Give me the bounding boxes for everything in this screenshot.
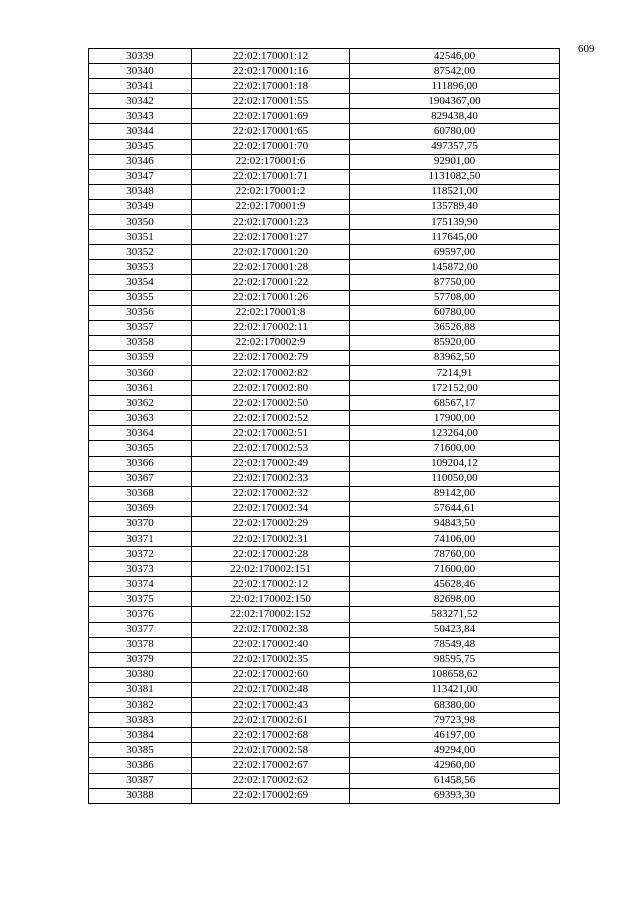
row-number-cell: 30383 [89, 713, 192, 728]
page-number: 609 [578, 43, 595, 55]
table-row [89, 365, 560, 380]
table-row [89, 486, 560, 501]
value-cell: 497357,75 [350, 139, 560, 154]
row-number-cell: 30339 [89, 49, 192, 64]
value-cell: 1131082,50 [350, 169, 560, 184]
cadastral-number-cell: 22:02:170002:62 [192, 773, 350, 788]
cadastral-number-cell: 22:02:170002:68 [192, 728, 350, 743]
row-number-cell: 30349 [89, 199, 192, 214]
cadastral-number-cell: 22:02:170001:22 [192, 275, 350, 290]
value-cell: 49294,00 [350, 743, 560, 758]
value-cell: 145872,00 [350, 260, 560, 275]
cadastral-number-cell: 22:02:170001:16 [192, 64, 350, 79]
cadastral-number-cell: 22:02:170002:151 [192, 562, 350, 577]
table-row [89, 577, 560, 592]
table-row [89, 516, 560, 531]
value-cell: 42546,00 [350, 49, 560, 64]
cadastral-number-cell: 22:02:170002:32 [192, 486, 350, 501]
value-cell: 111896,00 [350, 79, 560, 94]
table-row [89, 79, 560, 94]
cadastral-number-cell: 22:02:170001:26 [192, 290, 350, 305]
cadastral-number-cell: 22:02:170001:28 [192, 260, 350, 275]
row-number-cell: 30357 [89, 320, 192, 335]
cadastral-number-cell: 22:02:170002:38 [192, 622, 350, 637]
row-number-cell: 30380 [89, 667, 192, 682]
value-cell: 68567,17 [350, 396, 560, 411]
table-row [89, 215, 560, 230]
row-number-cell: 30388 [89, 788, 192, 803]
row-number-cell: 30375 [89, 592, 192, 607]
row-number-cell: 30350 [89, 215, 192, 230]
cadastral-number-cell: 22:02:170002:58 [192, 743, 350, 758]
row-number-cell: 30355 [89, 290, 192, 305]
row-number-cell: 30366 [89, 456, 192, 471]
table-row [89, 758, 560, 773]
table-row [89, 456, 560, 471]
value-cell: 118521,00 [350, 184, 560, 199]
row-number-cell: 30370 [89, 516, 192, 531]
row-number-cell: 30372 [89, 547, 192, 562]
cadastral-table [88, 48, 560, 804]
cadastral-number-cell: 22:02:170001:65 [192, 124, 350, 139]
table-row [89, 396, 560, 411]
table-row [89, 532, 560, 547]
value-cell: 172152,00 [350, 381, 560, 396]
table-row [89, 788, 560, 803]
row-number-cell: 30386 [89, 758, 192, 773]
table-row [89, 471, 560, 486]
table-row [89, 290, 560, 305]
value-cell: 69393,30 [350, 788, 560, 803]
table-row [89, 139, 560, 154]
value-cell: 57644,61 [350, 501, 560, 516]
value-cell: 46197,00 [350, 728, 560, 743]
value-cell: 583271,52 [350, 607, 560, 622]
value-cell: 109204,12 [350, 456, 560, 471]
value-cell: 61458,56 [350, 773, 560, 788]
cadastral-number-cell: 22:02:170002:48 [192, 682, 350, 697]
value-cell: 57708,00 [350, 290, 560, 305]
row-number-cell: 30346 [89, 154, 192, 169]
row-number-cell: 30347 [89, 169, 192, 184]
cadastral-number-cell: 22:02:170002:29 [192, 516, 350, 531]
cadastral-number-cell: 22:02:170002:31 [192, 532, 350, 547]
value-cell: 829438,40 [350, 109, 560, 124]
row-number-cell: 30364 [89, 426, 192, 441]
value-cell: 82698,00 [350, 592, 560, 607]
row-number-cell: 30345 [89, 139, 192, 154]
value-cell: 36526,88 [350, 320, 560, 335]
table-row [89, 305, 560, 320]
cadastral-number-cell: 22:02:170001:55 [192, 94, 350, 109]
cadastral-number-cell: 22:02:170002:82 [192, 365, 350, 380]
cadastral-number-cell: 22:02:170002:69 [192, 788, 350, 803]
cadastral-number-cell: 22:02:170002:52 [192, 411, 350, 426]
row-number-cell: 30360 [89, 365, 192, 380]
value-cell: 94843,50 [350, 516, 560, 531]
table-row [89, 652, 560, 667]
table-row [89, 682, 560, 697]
row-number-cell: 30359 [89, 350, 192, 365]
value-cell: 92901,00 [350, 154, 560, 169]
table-row [89, 64, 560, 79]
cadastral-number-cell: 22:02:170002:67 [192, 758, 350, 773]
cadastral-number-cell: 22:02:170002:33 [192, 471, 350, 486]
cadastral-number-cell: 22:02:170002:40 [192, 637, 350, 652]
value-cell: 60780,00 [350, 305, 560, 320]
value-cell: 60780,00 [350, 124, 560, 139]
value-cell: 89142,00 [350, 486, 560, 501]
table-row [89, 441, 560, 456]
row-number-cell: 30368 [89, 486, 192, 501]
cadastral-number-cell: 22:02:170002:34 [192, 501, 350, 516]
cadastral-number-cell: 22:02:170002:79 [192, 350, 350, 365]
row-number-cell: 30376 [89, 607, 192, 622]
table-row [89, 49, 560, 64]
cadastral-number-cell: 22:02:170001:6 [192, 154, 350, 169]
cadastral-number-cell: 22:02:170002:9 [192, 335, 350, 350]
table-row [89, 260, 560, 275]
row-number-cell: 30378 [89, 637, 192, 652]
table-row [89, 381, 560, 396]
table-row [89, 592, 560, 607]
cadastral-number-cell: 22:02:170002:43 [192, 698, 350, 713]
cadastral-number-cell: 22:02:170001:8 [192, 305, 350, 320]
value-cell: 74106,00 [350, 532, 560, 547]
row-number-cell: 30373 [89, 562, 192, 577]
row-number-cell: 30363 [89, 411, 192, 426]
value-cell: 42960,00 [350, 758, 560, 773]
row-number-cell: 30377 [89, 622, 192, 637]
table-row [89, 411, 560, 426]
cadastral-number-cell: 22:02:170001:12 [192, 49, 350, 64]
cadastral-number-cell: 22:02:170002:60 [192, 667, 350, 682]
table-row [89, 94, 560, 109]
table-row [89, 426, 560, 441]
value-cell: 68380,00 [350, 698, 560, 713]
table-row [89, 698, 560, 713]
table-row [89, 562, 560, 577]
value-cell: 123264,00 [350, 426, 560, 441]
cadastral-number-cell: 22:02:170001:27 [192, 230, 350, 245]
row-number-cell: 30387 [89, 773, 192, 788]
row-number-cell: 30369 [89, 501, 192, 516]
table-row [89, 199, 560, 214]
value-cell: 87750,00 [350, 275, 560, 290]
table-row [89, 667, 560, 682]
row-number-cell: 30352 [89, 245, 192, 260]
table-row [89, 743, 560, 758]
value-cell: 87542,00 [350, 64, 560, 79]
row-number-cell: 30384 [89, 728, 192, 743]
value-cell: 83962,50 [350, 350, 560, 365]
value-cell: 71600,00 [350, 562, 560, 577]
table-row [89, 124, 560, 139]
row-number-cell: 30382 [89, 698, 192, 713]
row-number-cell: 30381 [89, 682, 192, 697]
row-number-cell: 30385 [89, 743, 192, 758]
value-cell: 78760,00 [350, 547, 560, 562]
cadastral-number-cell: 22:02:170002:150 [192, 592, 350, 607]
value-cell: 45628,46 [350, 577, 560, 592]
table-row [89, 245, 560, 260]
table-row [89, 320, 560, 335]
cadastral-number-cell: 22:02:170001:20 [192, 245, 350, 260]
row-number-cell: 30356 [89, 305, 192, 320]
value-cell: 98595,75 [350, 652, 560, 667]
row-number-cell: 30340 [89, 64, 192, 79]
cadastral-number-cell: 22:02:170001:18 [192, 79, 350, 94]
row-number-cell: 30361 [89, 381, 192, 396]
value-cell: 79723,98 [350, 713, 560, 728]
cadastral-number-cell: 22:02:170002:61 [192, 713, 350, 728]
value-cell: 108658,62 [350, 667, 560, 682]
row-number-cell: 30371 [89, 532, 192, 547]
cadastral-number-cell: 22:02:170002:28 [192, 547, 350, 562]
cadastral-number-cell: 22:02:170002:50 [192, 396, 350, 411]
cadastral-number-cell: 22:02:170002:80 [192, 381, 350, 396]
row-number-cell: 30342 [89, 94, 192, 109]
row-number-cell: 30367 [89, 471, 192, 486]
value-cell: 71600,00 [350, 441, 560, 456]
table-row [89, 230, 560, 245]
cadastral-number-cell: 22:02:170002:152 [192, 607, 350, 622]
row-number-cell: 30353 [89, 260, 192, 275]
table-row [89, 184, 560, 199]
value-cell: 110050,00 [350, 471, 560, 486]
value-cell: 113421,00 [350, 682, 560, 697]
value-cell: 135789,40 [350, 199, 560, 214]
cadastral-number-cell: 22:02:170001:2 [192, 184, 350, 199]
value-cell: 175139,90 [350, 215, 560, 230]
table-row [89, 335, 560, 350]
cadastral-number-cell: 22:02:170002:53 [192, 441, 350, 456]
cadastral-number-cell: 22:02:170001:70 [192, 139, 350, 154]
value-cell: 78549,48 [350, 637, 560, 652]
cadastral-number-cell: 22:02:170001:9 [192, 199, 350, 214]
table-row [89, 728, 560, 743]
cadastral-number-cell: 22:02:170002:12 [192, 577, 350, 592]
value-cell: 85920,00 [350, 335, 560, 350]
table-row [89, 622, 560, 637]
cadastral-number-cell: 22:02:170002:49 [192, 456, 350, 471]
row-number-cell: 30344 [89, 124, 192, 139]
row-number-cell: 30358 [89, 335, 192, 350]
table-row [89, 154, 560, 169]
value-cell: 1904367,00 [350, 94, 560, 109]
row-number-cell: 30379 [89, 652, 192, 667]
row-number-cell: 30348 [89, 184, 192, 199]
table-row [89, 275, 560, 290]
row-number-cell: 30374 [89, 577, 192, 592]
table-row [89, 637, 560, 652]
row-number-cell: 30362 [89, 396, 192, 411]
value-cell: 50423,84 [350, 622, 560, 637]
table-row [89, 773, 560, 788]
table-row [89, 350, 560, 365]
cadastral-number-cell: 22:02:170001:71 [192, 169, 350, 184]
table-row [89, 109, 560, 124]
table-row [89, 607, 560, 622]
row-number-cell: 30351 [89, 230, 192, 245]
row-number-cell: 30365 [89, 441, 192, 456]
cadastral-number-cell: 22:02:170002:35 [192, 652, 350, 667]
value-cell: 117645,00 [350, 230, 560, 245]
cadastral-number-cell: 22:02:170002:51 [192, 426, 350, 441]
cadastral-number-cell: 22:02:170001:23 [192, 215, 350, 230]
table-row [89, 169, 560, 184]
value-cell: 69597,00 [350, 245, 560, 260]
cadastral-number-cell: 22:02:170001:69 [192, 109, 350, 124]
table-row [89, 501, 560, 516]
table-row [89, 547, 560, 562]
table-body [89, 49, 560, 804]
row-number-cell: 30343 [89, 109, 192, 124]
row-number-cell: 30354 [89, 275, 192, 290]
value-cell: 17900,00 [350, 411, 560, 426]
row-number-cell: 30341 [89, 79, 192, 94]
table-row [89, 713, 560, 728]
cadastral-number-cell: 22:02:170002:11 [192, 320, 350, 335]
value-cell: 7214,91 [350, 365, 560, 380]
